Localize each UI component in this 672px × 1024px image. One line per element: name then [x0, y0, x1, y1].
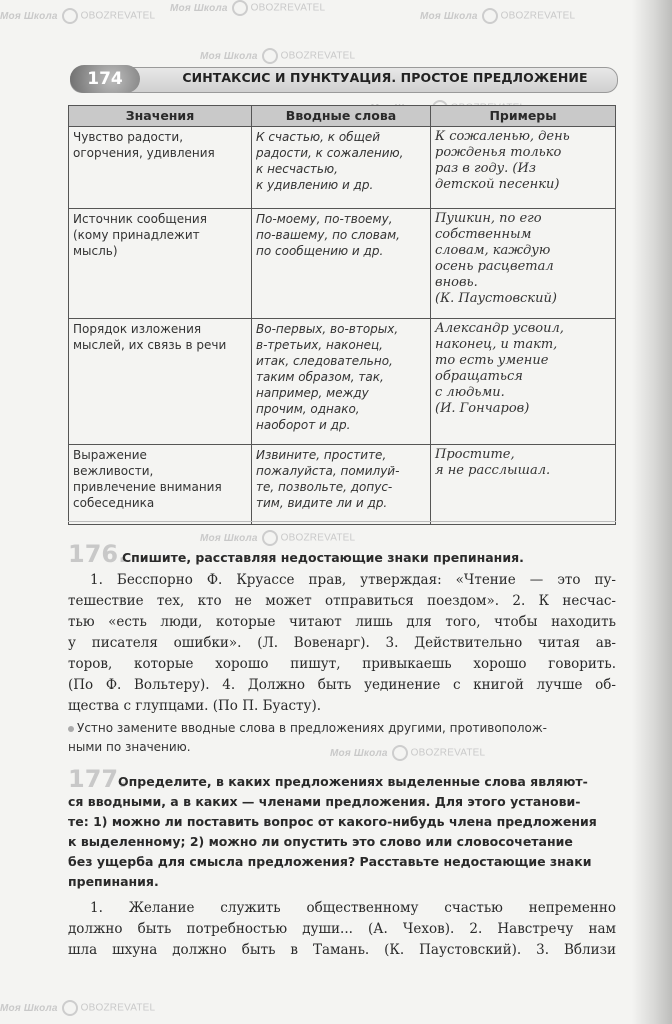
watermark-logo-icon: [62, 8, 78, 24]
column-header-words: Вводные слова: [252, 106, 431, 127]
column-header-examples: Примеры: [431, 106, 616, 127]
page-number: 174: [70, 65, 140, 93]
watermark: Моя Школа OBOZREVATEL: [200, 530, 355, 546]
table-row: [69, 319, 616, 445]
examples-cell: Пушкин, по его собственным словам, каждую осень расцветал вновь. (К. Паустовский): [431, 209, 616, 319]
exercise-176-note: Устно замените вводные слова в предложениях другими, противополож- ными по значению.: [68, 721, 548, 754]
watermark-logo-icon: [262, 530, 278, 546]
bullet-icon: [68, 726, 74, 732]
page-edge-shadow: [632, 0, 672, 1024]
examples-cell: К сожаленью, день рожденья только раз в году. (Из детской песенки): [431, 127, 616, 209]
watermark: Моя Школа OBOZREVATEL: [170, 0, 325, 16]
exercise-176-task: Спишите, расставляя недостающие знаки препинания.: [122, 550, 524, 565]
exercise-177-text: 1. Желание служить общественному счастью непременно должно быть потребностью души... (А. Чехов). 2. Навстречу нам шла шхуна должно быть в Тамань. (К. Паустовский). 3. Вблизи: [68, 900, 616, 958]
words-cell: Извините, простите, пожалуйста, помилуй- те, позвольте, допус- тим, видите ли и др.: [252, 445, 431, 525]
watermark: Моя Школа OBOZREVATEL: [0, 1000, 155, 1016]
watermark-logo-icon: [482, 8, 498, 24]
exercise-number-177: 177.: [68, 765, 128, 793]
watermark: Моя Школа OBOZREVATEL: [330, 745, 485, 761]
examples-cell: Простите, я не расслышал.: [431, 445, 616, 525]
column-header-meaning: Значения: [69, 106, 252, 127]
meaning-cell: Чувство радости, огорчения, удивления: [69, 127, 252, 209]
watermark: Моя Школа OBOZREVATEL: [200, 48, 355, 64]
meaning-cell: Порядок изложения мыслей, их связь в речи: [69, 319, 252, 445]
table-row: [69, 209, 616, 319]
table-row: [69, 127, 616, 209]
exercise-177-task: Определите, в каких предложениях выделенные слова являют- ся вводными, а в каких — членами предложения. Для этого установи- те: 1) можно ли поставить вопрос от какого-нибудь члена предложения к выделенному; 2) можно ли опустить это слово или словосочетание без ущерба для смысла предложения? Расставьте недостающие знаки препинания.: [68, 774, 597, 889]
meaning-cell: Источник сообщения (кому принадлежит мысль): [69, 209, 252, 319]
table-header-row: [69, 106, 616, 127]
words-cell: По-моему, по-твоему, по-вашему, по словам, по сообщению и др.: [252, 209, 431, 319]
running-header-title: СИНТАКСИС И ПУНКТУАЦИЯ. ПРОСТОЕ ПРЕДЛОЖЕНИЕ: [182, 70, 588, 85]
introductory-words-table: [68, 105, 616, 525]
watermark: Моя Школа OBOZREVATEL: [420, 8, 575, 24]
meaning-cell: Выражение вежливости, привлечение внимания собеседника: [69, 445, 252, 525]
exercise-number-176: 176.: [68, 540, 128, 568]
examples-cell: Александр усвоил, наконец, и такт, то есть умение обращаться с людьми. (И. Гончаров): [431, 319, 616, 445]
table-row: [69, 445, 616, 525]
watermark-logo-icon: [232, 0, 248, 16]
exercise-176-text: 1. Бесспорно Ф. Круассе прав, утверждая: «Чтение — это пу- тешествие тех, кто не может отправиться поездом». 2. К несчас- тью «есть люди, которые читают лишь для того, чтобы находить у писателя ошибки». (Л. Вовенарг). 3. Действительно читая ав- торов, которые хорошо пишут, привыкаешь хорошо говорить. (По Ф. Вольтеру). 4. Должно быть уединение с книгой лучше об- щества с глупцами. (По П. Буасту).: [68, 572, 616, 714]
watermark: Моя Школа OBOZREVATEL: [0, 8, 155, 24]
watermark-logo-icon: [62, 1000, 78, 1016]
words-cell: Во-первых, во-вторых, в-третьих, наконец, итак, следовательно, таким образом, так, например, между прочим, однако, наоборот и др.: [252, 319, 431, 445]
section-divider: [68, 521, 616, 522]
watermark-logo-icon: [262, 48, 278, 64]
words-cell: К счастью, к общей радости, к сожалению, к несчастью, к удивлению и др.: [252, 127, 431, 209]
